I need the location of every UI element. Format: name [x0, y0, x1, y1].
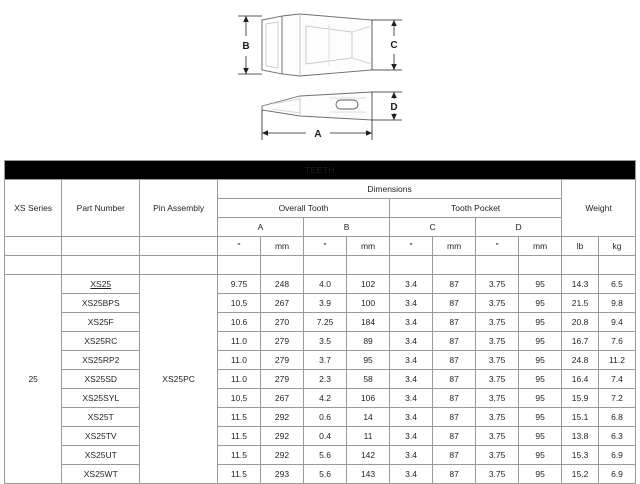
spacer-cell [476, 256, 519, 275]
spacer-cell [562, 256, 599, 275]
cell-weight-lb: 15.1 [562, 408, 599, 427]
cell-c-inch: 3.4 [390, 294, 433, 313]
header-part-number: Part Number [62, 180, 140, 237]
spacer-cell [62, 256, 140, 275]
cell-b-mm: 95 [347, 351, 390, 370]
table-row [5, 408, 636, 427]
cell-part-number[interactable]: XS25SD [62, 370, 140, 389]
cell-b-inch: 0.6 [304, 408, 347, 427]
cell-a-inch: 11.5 [218, 427, 261, 446]
header-dimensions: Dimensions [218, 180, 562, 199]
cell-c-inch: 3.4 [390, 370, 433, 389]
cell-d-mm: 95 [519, 275, 562, 294]
cell-b-mm: 58 [347, 370, 390, 389]
cell-weight-lb: 16.4 [562, 370, 599, 389]
table-row [5, 275, 636, 294]
cell-d-inch: 3.75 [476, 294, 519, 313]
cell-d-inch: 3.75 [476, 389, 519, 408]
table-row [5, 294, 636, 313]
cell-b-mm: 14 [347, 408, 390, 427]
cell-d-inch: 3.75 [476, 351, 519, 370]
cell-pin-assembly: XS25PC [140, 275, 218, 484]
cell-a-inch: 11.5 [218, 408, 261, 427]
cell-part-number[interactable]: XS25RP2 [62, 351, 140, 370]
cell-c-mm: 87 [433, 275, 476, 294]
spacer-cell [261, 256, 304, 275]
cell-b-inch: 5.6 [304, 446, 347, 465]
cell-weight-kg: 9.8 [598, 294, 635, 313]
header-col-d: D [476, 218, 562, 237]
cell-b-inch: 5.6 [304, 465, 347, 484]
units-blank-part [62, 237, 140, 256]
header-col-a: A [218, 218, 304, 237]
cell-d-mm: 95 [519, 427, 562, 446]
units-row [5, 237, 636, 256]
units-blank-pin [140, 237, 218, 256]
cell-weight-kg: 6.8 [598, 408, 635, 427]
cell-d-inch: 3.75 [476, 370, 519, 389]
table-row [5, 446, 636, 465]
table-row [5, 351, 636, 370]
units-b-inch: " [304, 237, 347, 256]
cell-d-mm: 95 [519, 313, 562, 332]
cell-part-number[interactable]: XS25WT [62, 465, 140, 484]
tooth-front-view [262, 14, 372, 76]
units-weight-lb: lb [562, 237, 599, 256]
cell-a-inch: 9.75 [218, 275, 261, 294]
cell-a-mm: 267 [261, 389, 304, 408]
units-c-mm: mm [433, 237, 476, 256]
cell-d-mm: 95 [519, 294, 562, 313]
cell-weight-lb: 15.2 [562, 465, 599, 484]
cell-b-inch: 4.2 [304, 389, 347, 408]
cell-weight-lb: 24.8 [562, 351, 599, 370]
cell-d-inch: 3.75 [476, 332, 519, 351]
cell-part-number[interactable]: XS25F [62, 313, 140, 332]
table-title: TEETH [5, 161, 636, 180]
cell-c-inch: 3.4 [390, 389, 433, 408]
cell-weight-kg: 6.9 [598, 446, 635, 465]
cell-d-inch: 3.75 [476, 408, 519, 427]
cell-weight-kg: 6.3 [598, 427, 635, 446]
table-row [5, 427, 636, 446]
cell-b-inch: 4.0 [304, 275, 347, 294]
cell-d-mm: 95 [519, 446, 562, 465]
dimension-b-label: B [242, 41, 250, 52]
cell-part-number[interactable]: XS25T [62, 408, 140, 427]
cell-part-number[interactable]: XS25UT [62, 446, 140, 465]
cell-a-inch: 11.5 [218, 465, 261, 484]
cell-b-inch: 2.3 [304, 370, 347, 389]
cell-a-mm: 279 [261, 351, 304, 370]
cell-weight-lb: 15.9 [562, 389, 599, 408]
cell-d-mm: 95 [519, 465, 562, 484]
cell-b-inch: 7.25 [304, 313, 347, 332]
cell-part-number[interactable]: XS25TV [62, 427, 140, 446]
cell-d-inch: 3.75 [476, 427, 519, 446]
spacer-cell [390, 256, 433, 275]
cell-part-number[interactable]: XS25BPS [62, 294, 140, 313]
cell-c-inch: 3.4 [390, 332, 433, 351]
cell-weight-lb: 21.5 [562, 294, 599, 313]
cell-c-mm: 87 [433, 465, 476, 484]
units-a-inch: " [218, 237, 261, 256]
cell-b-mm: 100 [347, 294, 390, 313]
cell-c-mm: 87 [433, 408, 476, 427]
table-row [5, 313, 636, 332]
cell-d-inch: 3.75 [476, 465, 519, 484]
header-tooth-pocket: Tooth Pocket [390, 199, 562, 218]
cell-d-mm: 95 [519, 408, 562, 427]
cell-c-mm: 87 [433, 389, 476, 408]
header-weight: Weight [562, 180, 636, 237]
cell-a-inch: 11.0 [218, 370, 261, 389]
dimension-d-label: D [390, 102, 398, 113]
cell-d-mm: 95 [519, 332, 562, 351]
header-col-b: B [304, 218, 390, 237]
cell-d-mm: 95 [519, 351, 562, 370]
cell-a-inch: 11.0 [218, 351, 261, 370]
header-row-1 [5, 180, 636, 199]
cell-b-mm: 106 [347, 389, 390, 408]
spacer-cell [140, 256, 218, 275]
units-weight-kg: kg [598, 237, 635, 256]
table-row [5, 465, 636, 484]
cell-c-mm: 87 [433, 351, 476, 370]
cell-c-inch: 3.4 [390, 427, 433, 446]
cell-part-number[interactable]: XS25RC [62, 332, 140, 351]
product-drawing [0, 0, 640, 160]
spacer-cell [5, 256, 62, 275]
cell-weight-kg: 6.5 [598, 275, 635, 294]
header-overall-tooth: Overall Tooth [218, 199, 390, 218]
teeth-specification-table [4, 160, 636, 484]
spacer-cell [304, 256, 347, 275]
cell-a-mm: 292 [261, 427, 304, 446]
cell-a-mm: 293 [261, 465, 304, 484]
cell-part-number[interactable]: XS25 [62, 275, 140, 294]
cell-weight-lb: 16.7 [562, 332, 599, 351]
cell-a-mm: 292 [261, 446, 304, 465]
cell-c-mm: 87 [433, 313, 476, 332]
cell-b-inch: 0.4 [304, 427, 347, 446]
spacer-cell [519, 256, 562, 275]
cell-b-inch: 3.9 [304, 294, 347, 313]
cell-b-mm: 102 [347, 275, 390, 294]
cell-c-inch: 3.4 [390, 313, 433, 332]
tooth-technical-drawing [0, 0, 640, 160]
cell-weight-kg: 11.2 [598, 351, 635, 370]
spacer-cell [433, 256, 476, 275]
cell-c-mm: 87 [433, 446, 476, 465]
cell-weight-lb: 15.3 [562, 446, 599, 465]
cell-a-mm: 270 [261, 313, 304, 332]
cell-a-inch: 11.5 [218, 446, 261, 465]
cell-xs-series: 25 [5, 275, 62, 484]
units-b-mm: mm [347, 237, 390, 256]
cell-weight-kg: 6.9 [598, 465, 635, 484]
cell-weight-kg: 7.6 [598, 332, 635, 351]
spacer-row [5, 256, 636, 275]
cell-d-inch: 3.75 [476, 275, 519, 294]
cell-a-mm: 267 [261, 294, 304, 313]
cell-b-mm: 89 [347, 332, 390, 351]
cell-d-mm: 95 [519, 370, 562, 389]
table-row [5, 389, 636, 408]
cell-d-inch: 3.75 [476, 313, 519, 332]
units-c-inch: " [390, 237, 433, 256]
tooth-side-view [262, 92, 372, 120]
cell-d-inch: 3.75 [476, 446, 519, 465]
dimension-a-label: A [314, 129, 322, 140]
cell-weight-kg: 7.2 [598, 389, 635, 408]
header-xs-series: XS Series [5, 180, 62, 237]
cell-c-inch: 3.4 [390, 465, 433, 484]
units-a-mm: mm [261, 237, 304, 256]
cell-c-inch: 3.4 [390, 446, 433, 465]
table-body [5, 256, 636, 484]
cell-b-mm: 184 [347, 313, 390, 332]
cell-b-mm: 11 [347, 427, 390, 446]
header-col-c: C [390, 218, 476, 237]
cell-d-mm: 95 [519, 389, 562, 408]
cell-part-number[interactable]: XS25SYL [62, 389, 140, 408]
table-row [5, 370, 636, 389]
cell-a-mm: 292 [261, 408, 304, 427]
cell-a-mm: 279 [261, 370, 304, 389]
table-row [5, 332, 636, 351]
cell-weight-kg: 9.4 [598, 313, 635, 332]
cell-c-inch: 3.4 [390, 408, 433, 427]
cell-c-inch: 3.4 [390, 351, 433, 370]
units-blank-series [5, 237, 62, 256]
cell-a-inch: 10.6 [218, 313, 261, 332]
cell-a-inch: 10.5 [218, 294, 261, 313]
cell-c-mm: 87 [433, 332, 476, 351]
spacer-cell [598, 256, 635, 275]
table-title-row [5, 161, 636, 180]
cell-a-mm: 279 [261, 332, 304, 351]
cell-c-mm: 87 [433, 427, 476, 446]
cell-b-mm: 143 [347, 465, 390, 484]
header-pin-assembly: Pin Assembly [140, 180, 218, 237]
cell-c-mm: 87 [433, 294, 476, 313]
cell-weight-lb: 14.3 [562, 275, 599, 294]
dimension-c-label: C [390, 40, 398, 51]
spacer-cell [347, 256, 390, 275]
units-d-inch: " [476, 237, 519, 256]
cell-b-inch: 3.7 [304, 351, 347, 370]
cell-c-inch: 3.4 [390, 275, 433, 294]
spacer-cell [218, 256, 261, 275]
cell-weight-lb: 20.8 [562, 313, 599, 332]
cell-a-mm: 248 [261, 275, 304, 294]
cell-b-mm: 142 [347, 446, 390, 465]
units-d-mm: mm [519, 237, 562, 256]
cell-weight-kg: 7.4 [598, 370, 635, 389]
cell-a-inch: 10.5 [218, 389, 261, 408]
cell-a-inch: 11.0 [218, 332, 261, 351]
cell-weight-lb: 13.8 [562, 427, 599, 446]
cell-b-inch: 3.5 [304, 332, 347, 351]
cell-c-mm: 87 [433, 370, 476, 389]
